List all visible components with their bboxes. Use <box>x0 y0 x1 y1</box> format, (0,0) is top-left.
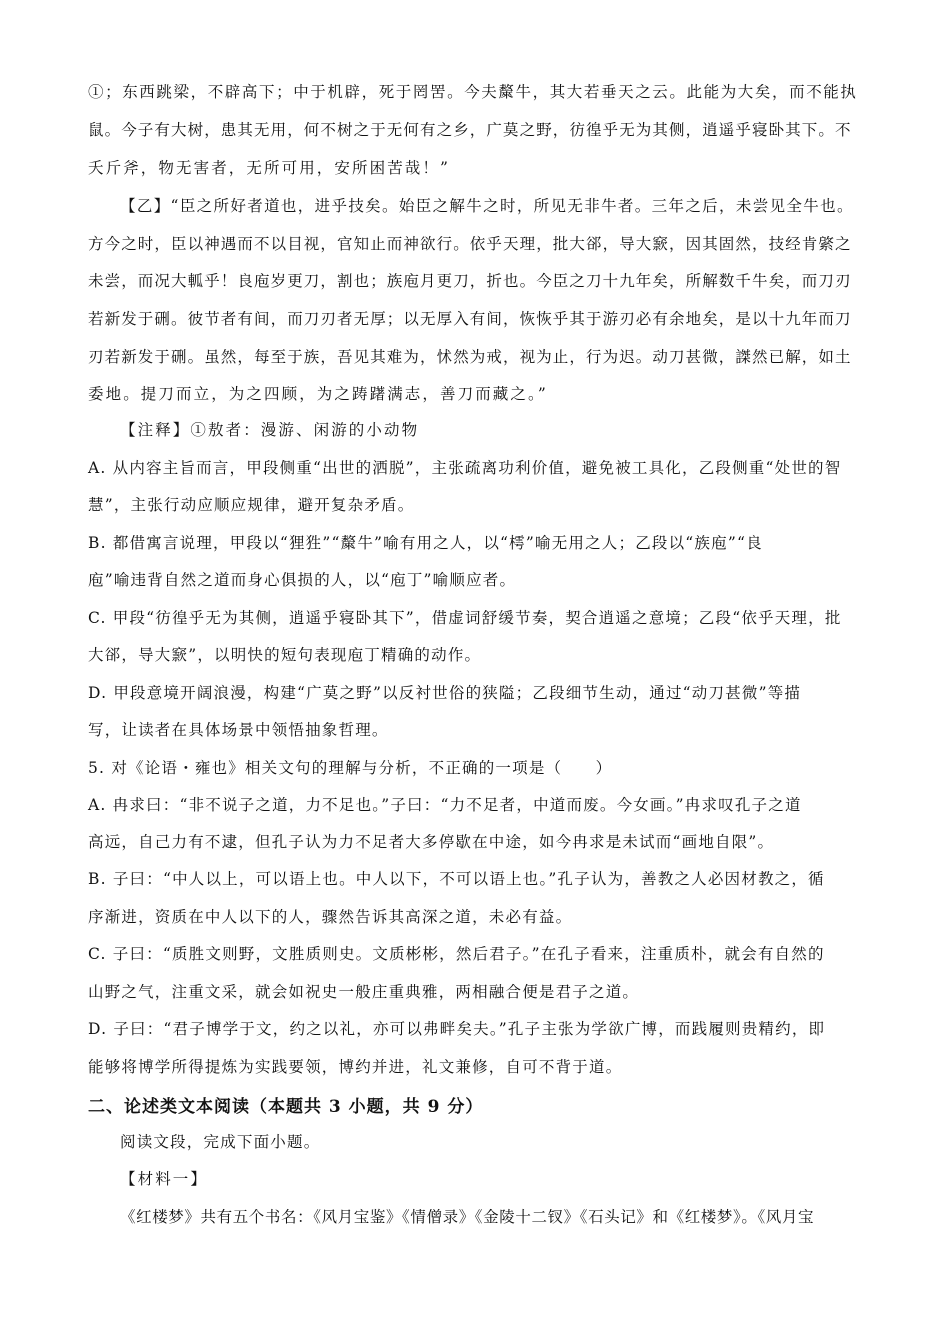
passage-jia-line: ①；东西跳梁，不辟高下；中于机辟，死于罔罟。今夫斄牛，其大若垂天之云。此能为大矣，而不能执 <box>88 83 858 101</box>
q4-option-d-cont: 写，让读者在具体场景中领悟抽象哲理。 <box>88 721 389 739</box>
q5-option-d-cont: 能够将博学所得提炼为实践要领，博约并进，礼文兼修，自可不背于道。 <box>88 1058 623 1076</box>
q5-option-c: C. 子曰：“质胜文则野，文胜质则史。文质彬彬，然后君子。”在孔子看来，注重质朴，就会有自然的 <box>88 945 825 963</box>
q5-option-d: D. 子曰：“君子博学于文，约之以礼，亦可以弗畔矣夫。”孔子主张为学欲广博，而践履则贵精约，即 <box>88 1020 826 1038</box>
q4-option-a: A. 从内容主旨而言，甲段侧重“出世的洒脱”，主张疏离功利价值，避免被工具化，乙段侧重“处世的智 <box>88 459 842 477</box>
q5-option-b-cont: 序渐进，资质在中人以下的人，骤然告诉其高深之道，未必有益。 <box>88 908 573 926</box>
passage-yi-line: 方今之时，臣以神遇而不以目视，官知止而神欲行。依乎天理，批大郤，导大窾，因其固然，技经肯綮之 <box>88 235 852 253</box>
passage-jia-line: 鼠。今子有大树，患其无用，何不树之于无何有之乡，广莫之野，彷徨乎无为其侧，逍遥乎寝卧其下。不 <box>88 121 852 139</box>
annotation-note: 【注释】①敖者：漫游、闲游的小动物 <box>120 421 420 439</box>
q4-option-b: B. 都借寓言说理，甲段以“狸狌”“斄牛”喻有用之人，以“樗”喻无用之人；乙段以“族庖”“良 <box>88 534 763 552</box>
q4-option-d: D. 甲段意境开阔浪漫，构建“广莫之野”以反衬世俗的狭隘；乙段细节生动，通过“动刀甚微”等描 <box>88 684 802 702</box>
passage-yi-line: 委地。提刀而立，为之四顾，为之踌躇满志，善刀而藏之。” <box>88 385 548 403</box>
q4-option-c: C. 甲段“彷徨乎无为其侧，逍遥乎寝卧其下”，借虚词舒缓节奏，契合逍遥之意境；乙段“依乎天理，批 <box>88 609 842 627</box>
q4-option-b-cont: 庖”喻违背自然之道而身心俱损的人，以“庖丁”喻顺应者。 <box>88 571 517 589</box>
passage-yi-line: 刃若新发于硎。虽然，每至于族，吾见其难为，怵然为戒，视为止，行为迟。动刀甚微，謋然已解，如土 <box>88 348 852 366</box>
q5-option-c-cont: 山野之气，注重文采，就会如祝史一般庄重典雅，两相融合便是君子之道。 <box>88 983 640 1001</box>
q4-option-a-cont: 慧”，主张行动应顺应规律，避开复杂矛盾。 <box>88 496 415 514</box>
material-text-line: 《红楼梦》共有五个书名：《风月宝鉴》《情僧录》《金陵十二钗》《石头记》和《红楼梦》。《风月宝 <box>120 1208 815 1226</box>
q5-option-a: A. 冉求曰：“非不说子之道，力不足也。”子曰：“力不足者，中道而废。今女画。”冉求叹孔子之道 <box>88 796 802 814</box>
q4-option-c-cont: 大郤，导大窾”，以明快的短句表现庖丁精确的动作。 <box>88 646 482 664</box>
q5-stem: 5. 对《论语・雍也》相关文句的理解与分析，不正确的一项是（ ） <box>88 759 613 777</box>
q5-option-b: B. 子曰：“中人以上，可以语上也。中人以下，不可以语上也。”孔子认为，善教之人必因材教之，循 <box>88 870 825 888</box>
passage-yi-line: 未尝，而况大軱乎！良庖岁更刀，割也；族庖月更刀，折也。今臣之刀十九年矣，所解数千牛矣，而刀刃 <box>88 272 852 290</box>
section-instruction: 阅读文段，完成下面小题。 <box>120 1133 321 1151</box>
material-label: 【材料一】 <box>120 1170 209 1188</box>
q5-option-a-cont: 高远，自己力有不逮，但孔子认为力不足者大多停歇在中途，如今冉求是未试而“画地自限”。 <box>88 833 775 851</box>
passage-jia-line: 夭斤斧，物无害者，无所可用，安所困苦哉！” <box>88 159 451 177</box>
passage-yi-line: 【乙】“臣之所好者道也，进乎技矣。始臣之解牛之时，所见无非牛者。三年之后，未尝见全牛也。 <box>120 197 854 215</box>
section-heading: 二、论述类文本阅读（本题共 3 小题，共 9 分） <box>88 1097 484 1117</box>
passage-yi-line: 若新发于硎。彼节者有间，而刀刃者无厚；以无厚入有间，恢恢乎其于游刃必有余地矣，是以十九年而刀 <box>88 310 852 328</box>
